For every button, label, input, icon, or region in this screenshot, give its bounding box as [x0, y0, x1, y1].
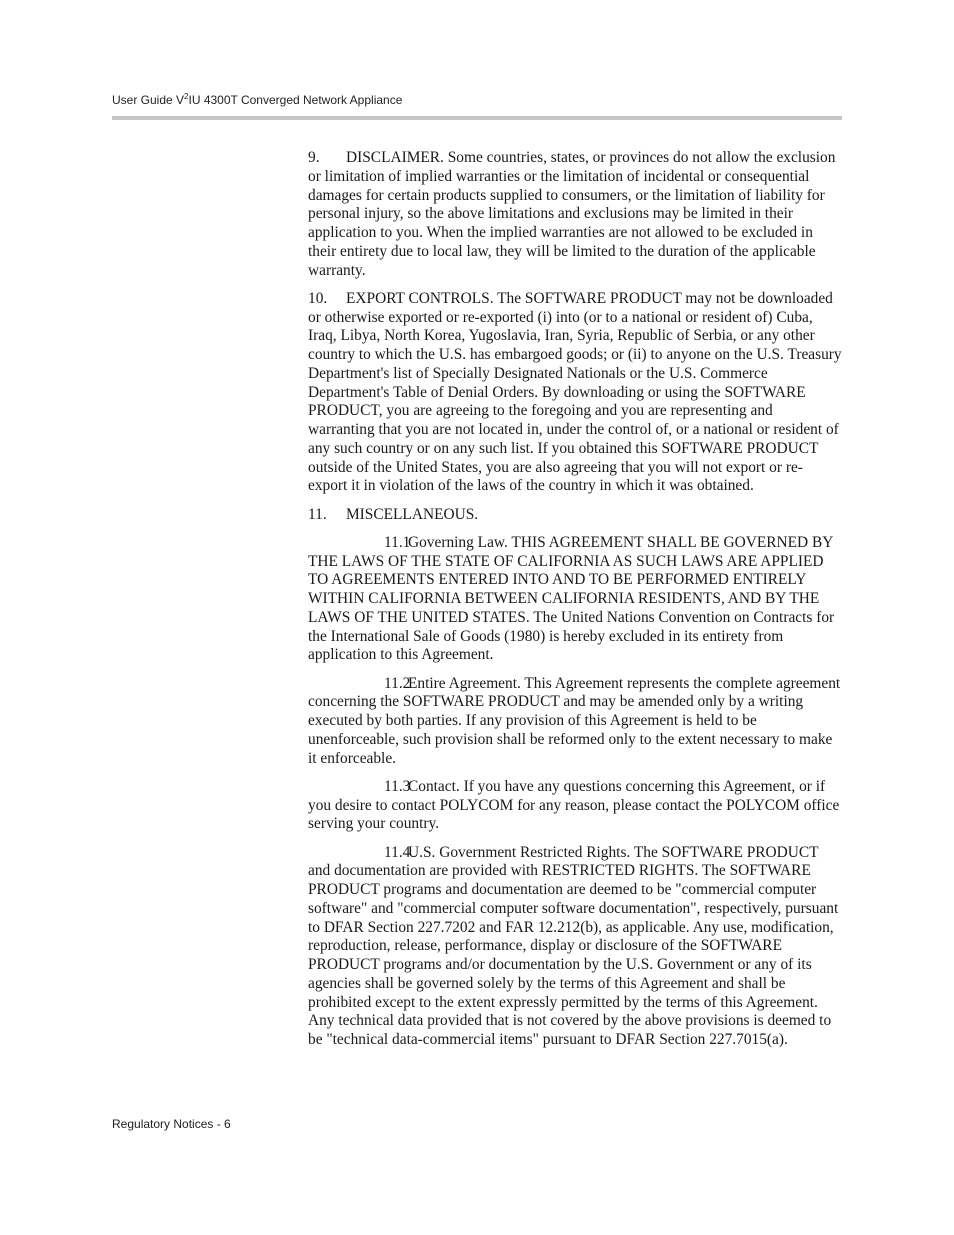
subsection-text: U.S. Government Restricted Rights. The SOFTWARE PRODUCT and documentation are provided with RESTRICTED RIGHTS. The SOFTWARE PRODUCT programs and documentation are deemed to be "commercial computer software" and "commercial computer software documentation", respectively, pursuant to DFAR Section 227.7202 and FAR 12.212(b), as applicable. Any use, modification, reproduction, release, performance, display or disclosure of the SOFTWARE PRODUCT programs and/or documentation by the U.S. Government or any of its agencies shall be governed solely by the terms of this Agreement and shall be prohibited except to the extent expressly permitted by the terms of this Agreement. Any technical data provided that is not covered by the above provisions is deemed to be "technical data-commercial items" pursuant to DFAR Section 227.7015(a). [308, 843, 839, 1048]
subsection-number: 11.1 [384, 533, 411, 551]
section-text: DISCLAIMER. Some countries, states, or provinces do not allow the exclusion or limitation of implied warranties or the limitation of incidental or consequential damages for certain products supplied to consumers, or the limitation of liability for personal injury, so the above limitations and exclusions may be limited in their application to you. When the implied warranties are not allowed to be excluded in their entirety due to local law, they will be limited to the duration of the applicable warranty. [308, 149, 836, 279]
subsection-number: 11.3 [384, 777, 411, 795]
section-miscellaneous [308, 506, 842, 525]
subsection-number: 11.2 [384, 674, 411, 692]
header-title-prefix: User Guide V [112, 93, 185, 107]
page-footer: Regulatory Notices - 6 [112, 1117, 231, 1131]
section-text: MISCELLANEOUS. [346, 505, 479, 523]
section-number: 11. [308, 505, 327, 523]
subsection-governing-law [308, 534, 842, 665]
subsection-contact [308, 778, 842, 834]
section-text: EXPORT CONTROLS. The SOFTWARE PRODUCT may not be downloaded or otherwise exported or re-exported (i) into (or to a national or resident of) Cuba, Iraq, Libya, North Korea, Yugoslavia, Iran, Syria, Republic of Serbia, or any other country to which the U.S. has embargoed goods; or (ii) to anyone on the U.S. Treasury Department's list of Specially Designated Nationals or the U.S. Commerce Department's Table of Denial Orders. By downloading or using the SOFTWARE PRODUCT, you are agreeing to the foregoing and you are representing and warranting that you are not located in, under the control of, or a national or resident of any such country or on any such list. If you obtained this SOFTWARE PRODUCT outside of the United States, you are also agreeing that you will not export or re-export it in violation of the laws of the country in which it was obtained. [308, 289, 842, 495]
document-body [308, 149, 842, 1059]
section-export-controls [308, 290, 842, 496]
subsection-text: Contact. If you have any questions concerning this Agreement, or if you desire to contact POLYCOM for any reason, please contact the POLYCOM office serving your country. [308, 777, 840, 833]
header-title-suffix: IU 4300T Converged Network Appliance [188, 93, 403, 107]
section-disclaimer [308, 149, 842, 280]
section-number: 9. [308, 149, 320, 166]
subsection-entire-agreement [308, 675, 842, 769]
header-title-superscript: 2 [184, 92, 189, 101]
running-header [112, 93, 402, 107]
subsection-text: Governing Law. THIS AGREEMENT SHALL BE GOVERNED BY THE LAWS OF THE STATE OF CALIFORNIA AS SUCH LAWS ARE APPLIED TO AGREEMENTS ENTERED INTO AND TO BE PERFORMED ENTIRELY WITHIN CALIFORNIA BETWEEN CALIFORNIA RESIDENTS, AND BY THE LAWS OF THE UNITED STATES. The United Nations Convention on Contracts for the International Sale of Goods (1980) is hereby excluded in its entirety from application to this Agreement. [308, 533, 835, 664]
subsection-number: 11.4 [384, 843, 411, 861]
subsection-government-rights [308, 844, 842, 1050]
subsection-text: Entire Agreement. This Agreement represents the complete agreement concerning the SOFTWARE PRODUCT and may be amended only by a writing executed by both parties. If any provision of this Agreement is held to be unenforceable, such provision shall be reformed only to the extent necessary to make it enforceable. [308, 674, 841, 767]
section-number: 10. [308, 289, 328, 307]
header-divider [112, 116, 842, 120]
